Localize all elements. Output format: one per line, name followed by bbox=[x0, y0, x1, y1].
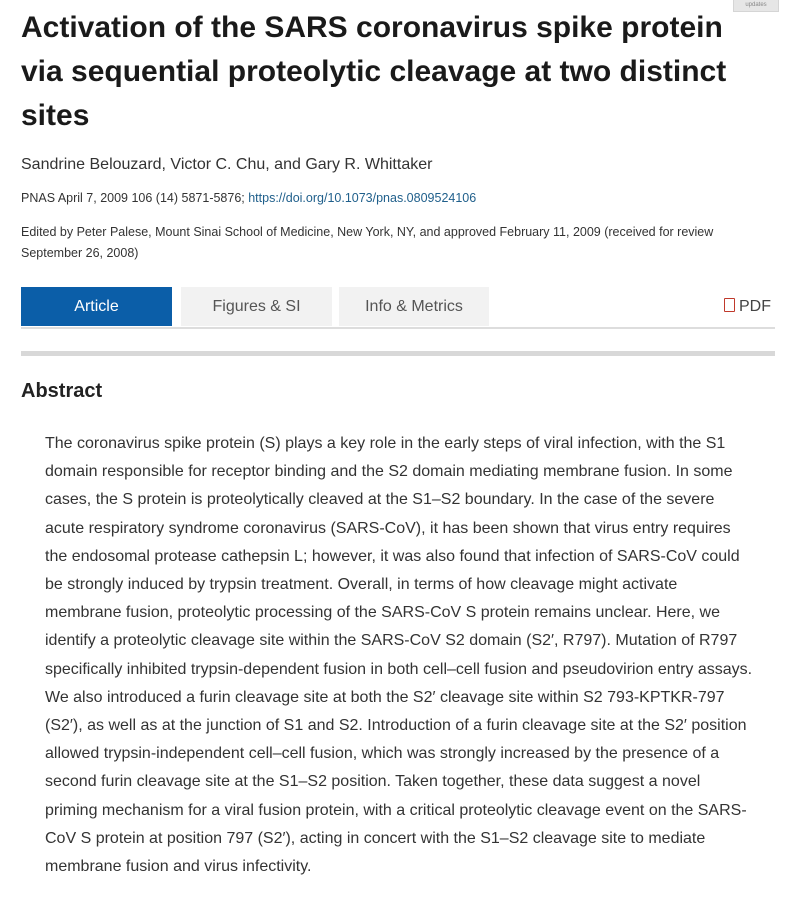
citation-text: PNAS April 7, 2009 106 (14) 5871-5876; bbox=[21, 191, 249, 205]
citation bbox=[21, 191, 476, 205]
pdf-link[interactable] bbox=[724, 287, 771, 326]
doi-link[interactable]: https://doi.org/10.1073/pnas.0809524106 bbox=[248, 191, 477, 205]
pdf-file-icon bbox=[724, 298, 735, 312]
pdf-label: PDF bbox=[739, 298, 771, 315]
authors: Sandrine Belouzard, Victor C. Chu, and Gary R. Whittaker bbox=[21, 156, 433, 173]
article-title: Activation of the SARS coronavirus spike protein via sequential proteolytic cleavage at two distinct sites bbox=[21, 11, 727, 132]
edited-by: Edited by Peter Palese, Mount Sinai School of Medicine, New York, NY, and approved February 11, 2009 (received for review September 26, 2008) bbox=[21, 225, 714, 260]
tab-info-metrics[interactable]: Info & Metrics bbox=[339, 287, 489, 326]
abstract-heading: Abstract bbox=[21, 380, 103, 402]
article-tabs bbox=[21, 287, 775, 329]
tab-article[interactable]: Article bbox=[21, 287, 172, 326]
abstract-text: The coronavirus spike protein (S) plays a key role in the early steps of viral infection, with the S1 domain responsible for receptor binding and the S2 domain mediating membrane fusion. In some cases, the S protein is proteolytically cleaved at the S1–S2 boundary. In the case of the severe acute respiratory syndrome coronavirus (SARS-CoV), it has been shown that virus entry requires the endosomal protease cathepsin L; however, it was also found that infection of SARS-CoV could be strongly induced by trypsin treatment. Overall, in terms of how cleavage might activate membrane fusion, proteolytic processing of the SARS-CoV S protein remains unclear. Here, we identify a proteolytic cleavage site within the SARS-CoV S2 domain (S2′, R797). Mutation of R797 specifically inhibited trypsin-dependent fusion in both cell–cell fusion and pseudovirion entry assays. We also introduced a furin cleavage site at both the S2′ cleavage site within S2 793-KPTKR-797 (S2′), as well as at the junction of S1 and S2. Introduction of a furin cleavage site at the S2′ position allowed trypsin-independent cell–cell fusion, which was strongly increased by the presence of a second furin cleavage site at the S1–S2 position. Taken together, these data suggest a novel priming mechanism for a viral fusion protein, with a critical proteolytic cleavage event on the SARS-CoV S protein at position 797 (S2′), acting in concert with the S1–S2 cleavage site to mediate membrane fusion and virus infectivity. bbox=[45, 435, 753, 876]
tab-figures-si[interactable]: Figures & SI bbox=[181, 287, 332, 326]
check-for-updates-badge[interactable]: updates bbox=[733, 0, 779, 12]
divider bbox=[21, 351, 775, 356]
